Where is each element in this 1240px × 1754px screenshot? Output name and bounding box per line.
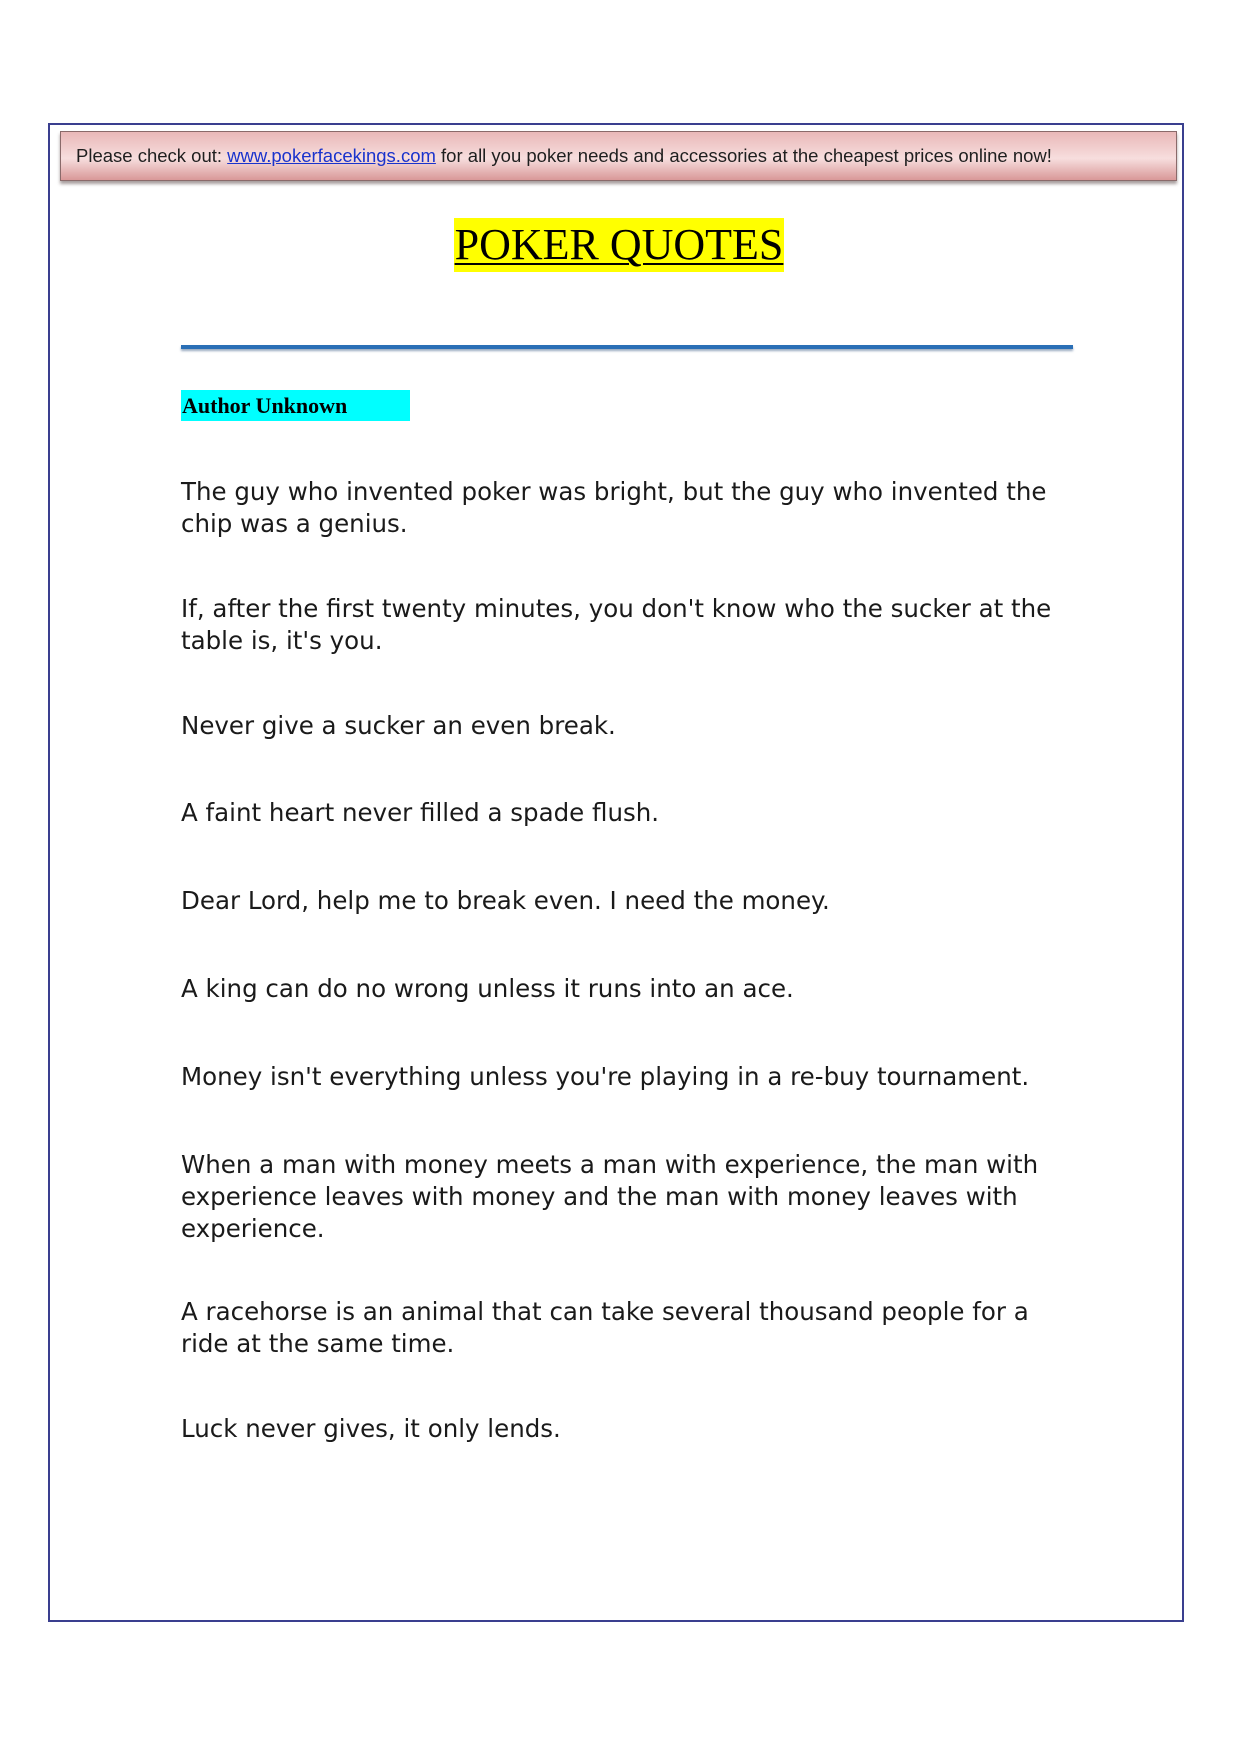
quote-7: Money isn't everything unless you're playing in a re-buy tournament. [181,1062,1030,1091]
quote-5: Dear Lord, help me to break even. I need the money. [181,886,830,915]
banner-prefix: Please check out: [76,145,228,166]
quote-8: When a man with money meets a man with experience, the man with experience leaves with money and the man with money leaves with experience. [181,1150,1039,1243]
page-title: POKER QUOTES [454,218,785,272]
quote-2: If, after the first twenty minutes, you don't know who the sucker at the table is, it's you. [181,594,1052,655]
banner-link[interactable]: www.pokerfacekings.com [227,145,436,166]
author-label: Author Unknown [181,390,410,421]
quote-3: Never give a sucker an even break. [181,711,616,740]
quote-1: The guy who invented poker was bright, but the guy who invented the chip was a genius. [181,477,1047,538]
quote-6: A king can do no wrong unless it runs into an ace. [181,974,794,1003]
banner-suffix: for all you poker needs and accessories at the cheapest prices online now! [435,145,1052,166]
title-container [0,218,1240,272]
quote-4: A faint heart never filled a spade flush. [181,798,660,827]
horizontal-rule [181,345,1073,349]
promo-banner [60,131,1177,181]
quote-10: Luck never gives, it only lends. [181,1414,561,1443]
quote-9: A racehorse is an animal that can take several thousand people for a ride at the same time. [181,1297,1029,1358]
